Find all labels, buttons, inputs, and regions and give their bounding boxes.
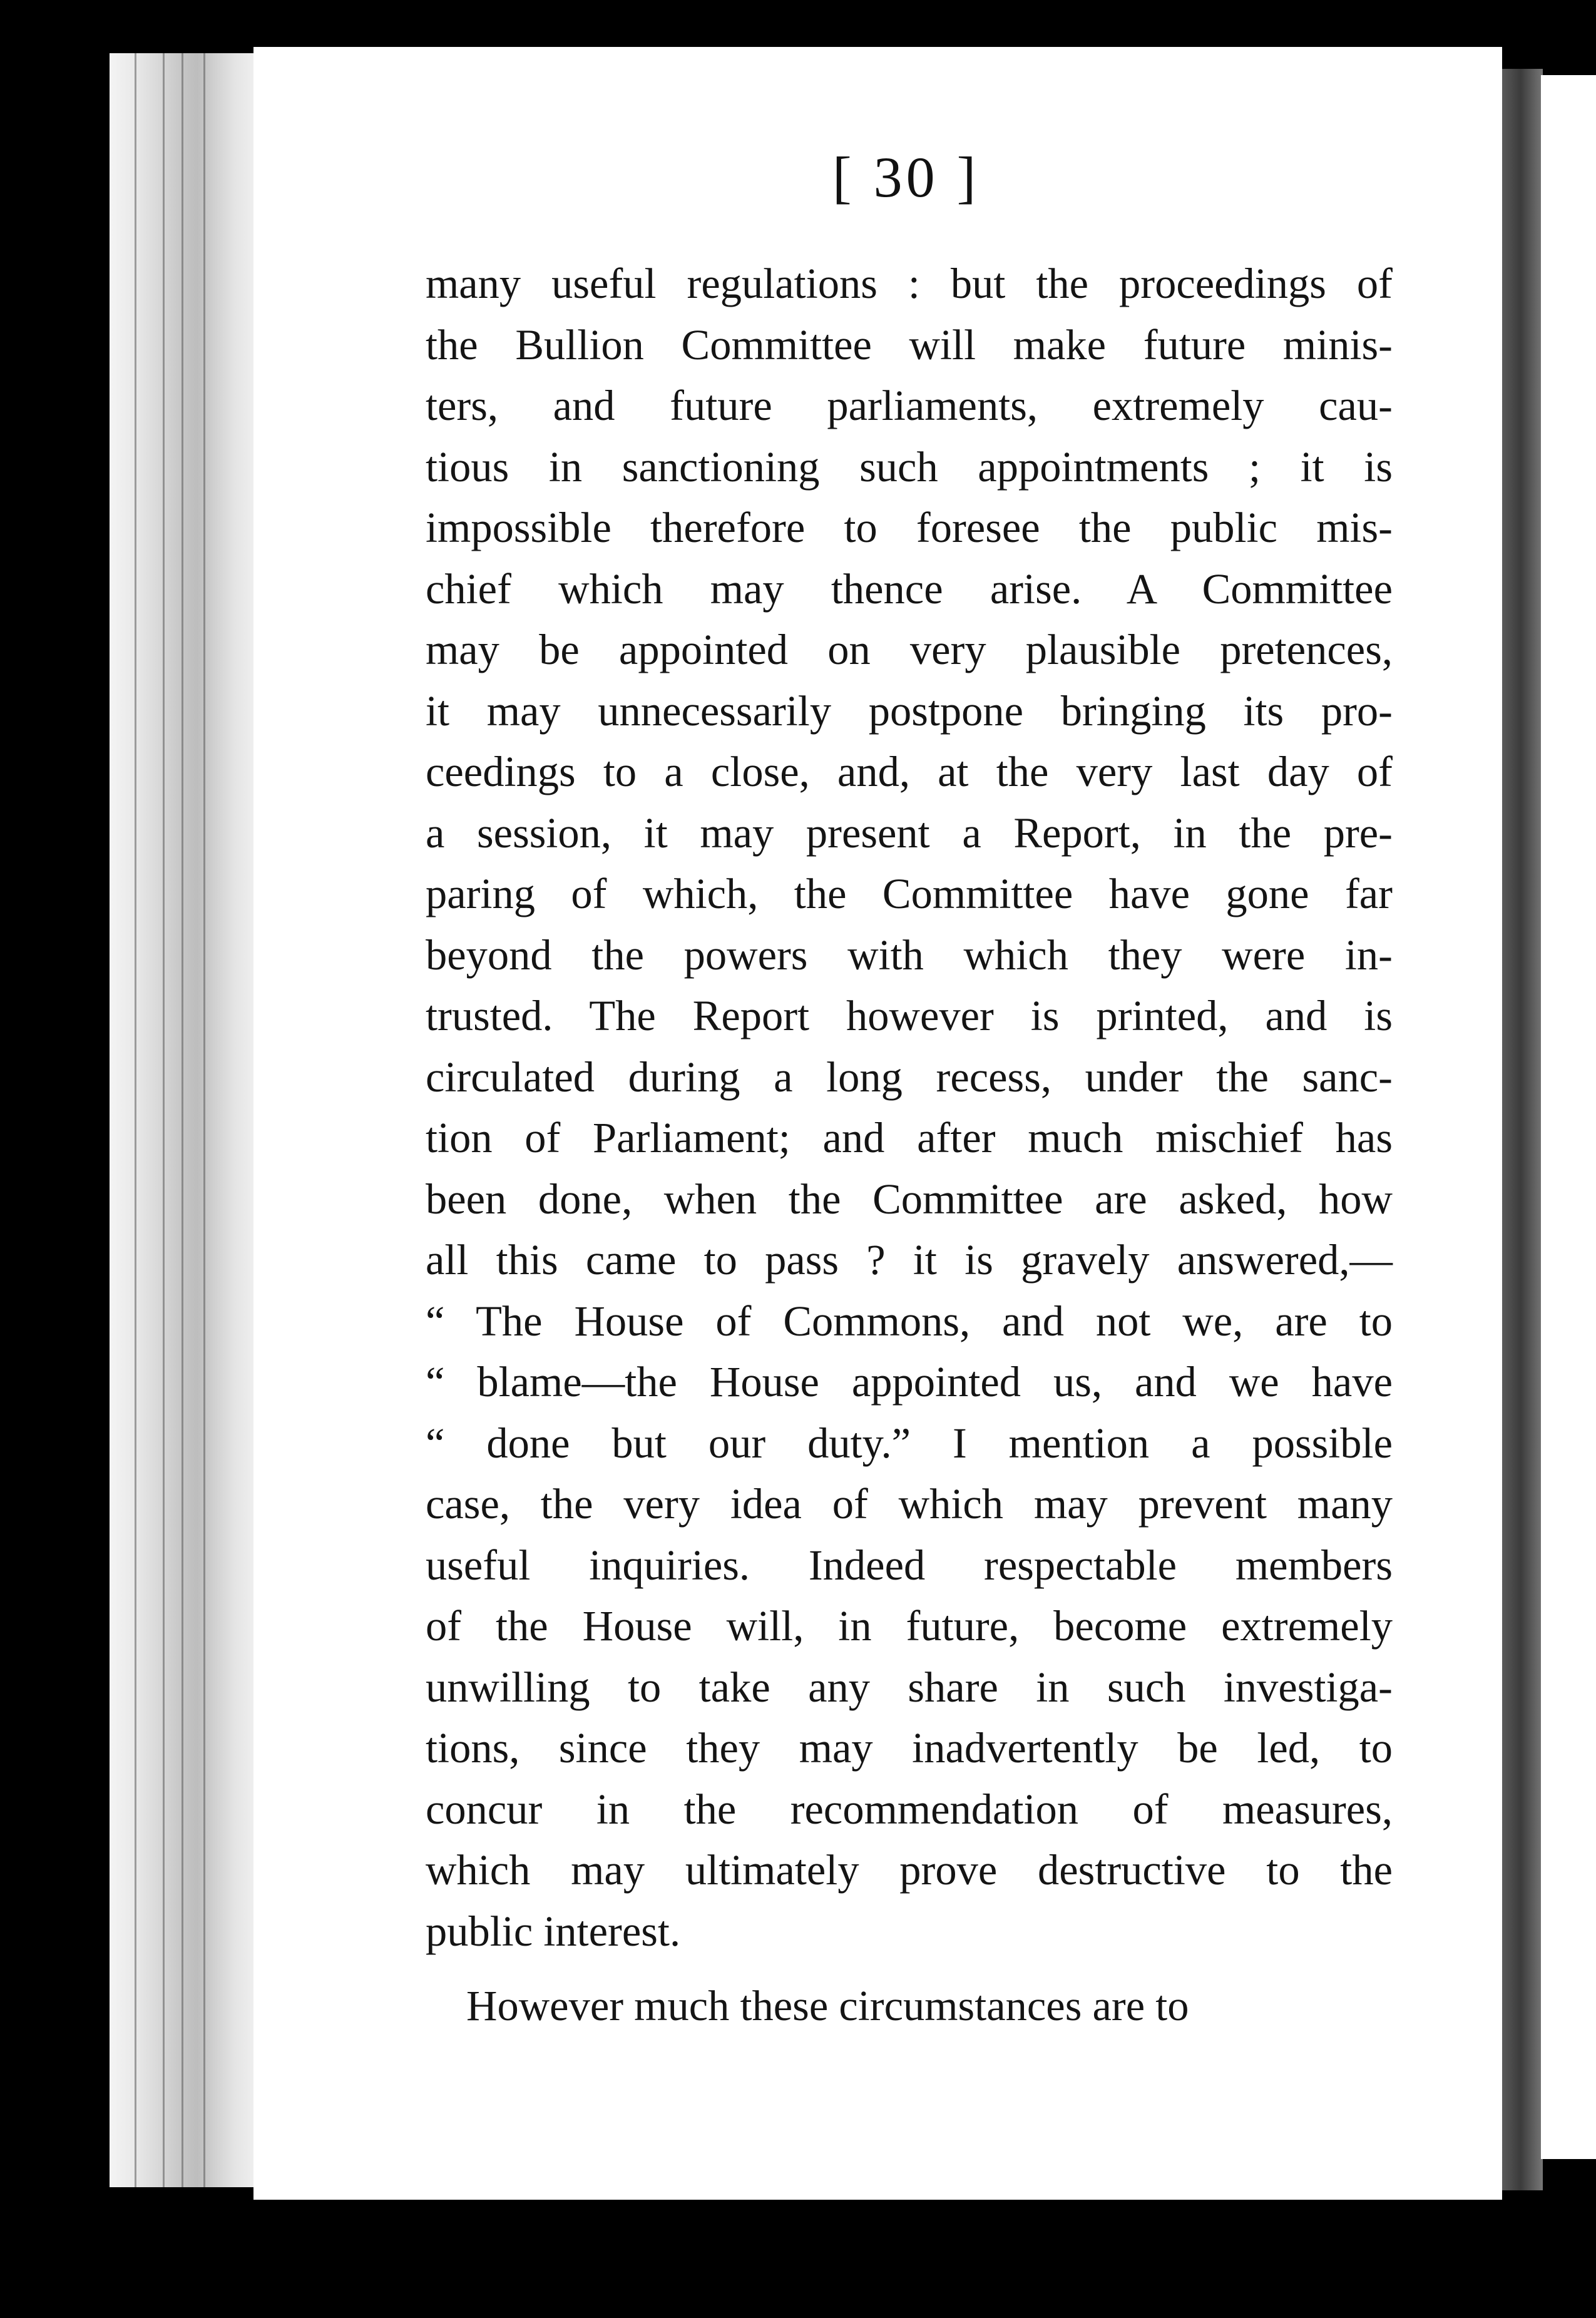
page-edge-line	[203, 53, 205, 2187]
page-number-heading: [ 30 ]	[832, 145, 980, 209]
text-line: useful inquiries. Indeed respectable members	[426, 1541, 1393, 1589]
text-line: may be appointed on very plausible pretences,	[426, 626, 1393, 673]
text-line: ceedings to a close, and, at the very last day of	[426, 748, 1393, 795]
text-line: trusted. The Report however is printed, and is	[426, 992, 1393, 1039]
text-line: which may ultimately prove destructive to the	[426, 1846, 1393, 1894]
text-line: tion of Parliament; and after much mischief has	[426, 1114, 1393, 1162]
text-line: a session, it may present a Report, in the pre-	[426, 809, 1393, 857]
text-line: all this came to pass ? it is gravely answered,—	[426, 1236, 1393, 1284]
page-edge-line	[182, 53, 183, 2187]
text-line: of the House will, in future, become extremely	[426, 1602, 1393, 1650]
page-stack-edge	[110, 53, 260, 2187]
text-line: “ done but our duty.” I mention a possible	[426, 1419, 1393, 1467]
text-line: unwilling to take any share in such investiga-	[426, 1663, 1393, 1711]
text-line: ters, and future parliaments, extremely cau-	[426, 382, 1393, 429]
text-line: tious in sanctioning such appointments ; it is	[426, 442, 1393, 491]
text-line: case, the very idea of which may prevent many	[426, 1480, 1393, 1528]
page-edge-line	[135, 53, 136, 2187]
text-line: chief which may thence arise. A Committee	[426, 564, 1393, 613]
text-line: concur in the recommendation of measures,	[426, 1785, 1393, 1833]
text-line: paring of which, the Committee have gone far	[426, 870, 1393, 917]
text-line: beyond the powers with which they were in-	[426, 931, 1393, 979]
text-line: “ The House of Commons, and not we, are to	[426, 1297, 1393, 1345]
text-line: the Bullion Committee will make future minis-	[426, 320, 1393, 369]
text-line: However much these circumstances are to	[466, 1982, 1189, 2030]
text-line: been done, when the Committee are asked, how	[426, 1175, 1393, 1223]
text-line: many useful regulations : but the proceedings of	[426, 260, 1393, 307]
text-line: tions, since they may inadvertently be led, to	[426, 1724, 1393, 1772]
body-text	[426, 253, 1393, 2037]
text-line: it may unnecessarily postpone bringing its pro-	[426, 687, 1393, 735]
facing-page-edge	[1541, 75, 1596, 2159]
page-edge-line	[163, 53, 165, 2187]
text-line: public interest.	[426, 1907, 681, 1955]
text-line: “ blame—the House appointed us, and we have	[426, 1358, 1393, 1406]
text-line: circulated during a long recess, under the sanc-	[426, 1053, 1393, 1101]
book-spine-shadow	[1502, 69, 1543, 2190]
paragraph-gap	[426, 1962, 1393, 1976]
text-line: impossible therefore to foresee the public mis-	[426, 504, 1393, 551]
